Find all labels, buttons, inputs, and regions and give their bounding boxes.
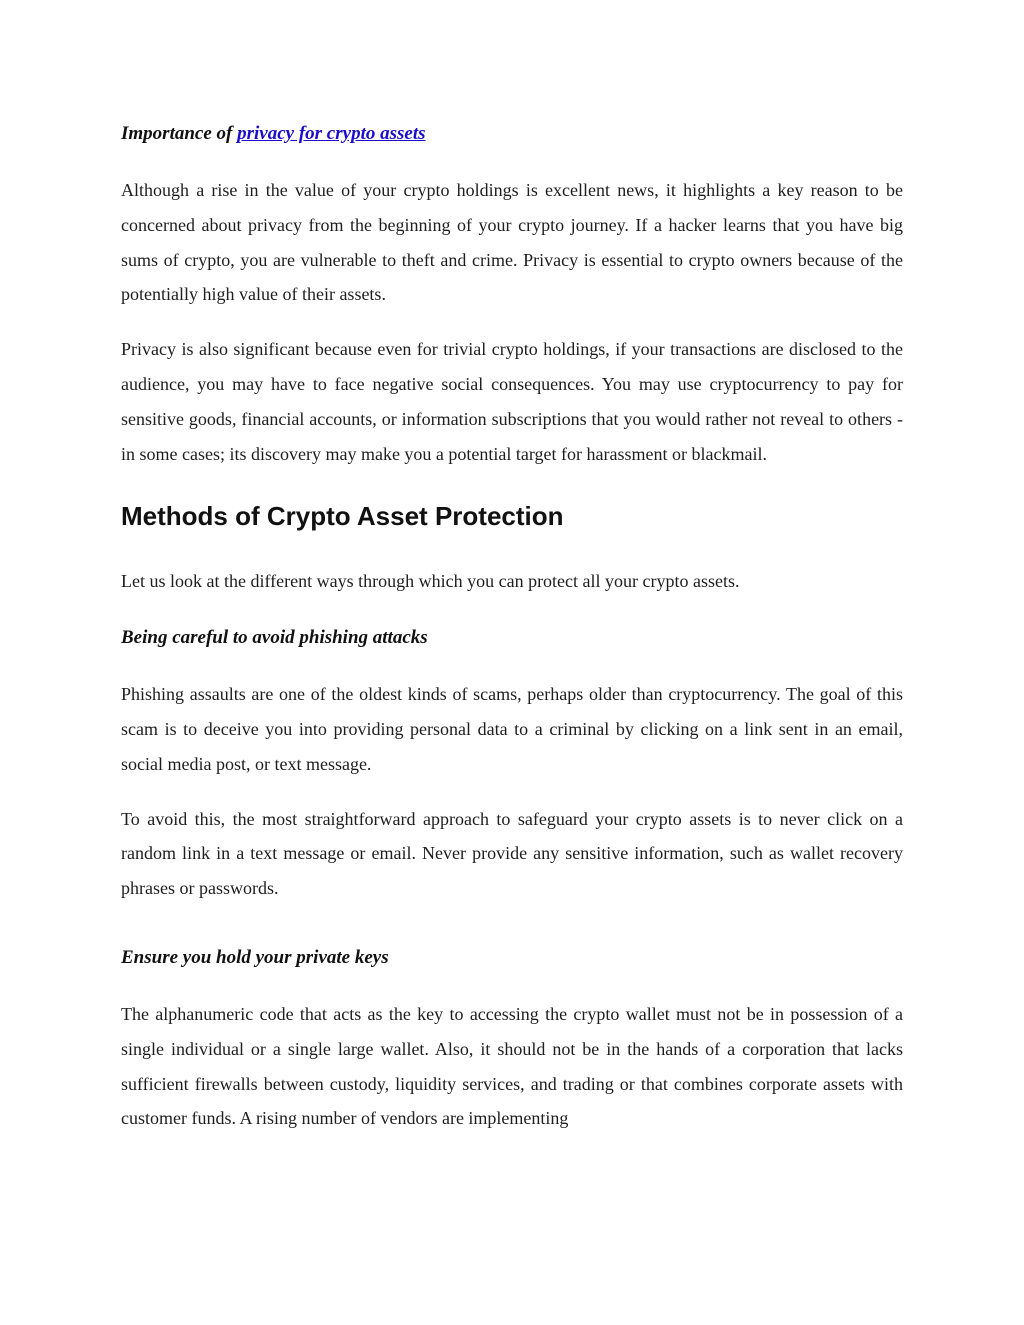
paragraph-privacy-reason: Although a rise in the value of your crypto holdings is excellent news, it highlights a key reason to be concerned about privacy from the beginning of your crypto journey. If a hacker learns that you have big sums of crypto, you are vulnerable to theft and crime. Privacy is essential to crypto owners because of the potentially high value of their assets. (121, 180, 903, 305)
section-heading-phishing: Being careful to avoid phishing attacks (121, 627, 428, 649)
paragraph-phishing-avoidance: To avoid this, the most straightforward approach to safeguard your crypto assets is to never click on a random link in a text message or email. Never provide any sensitive information, such as wallet recovery phrases or passwords. (121, 808, 903, 899)
privacy-for-crypto-assets-link[interactable]: privacy for crypto assets (237, 123, 426, 144)
heading-prefix: Importance of (121, 123, 238, 144)
section-heading-private-keys: Ensure you hold your private keys (121, 946, 389, 968)
paragraph-methods-intro: Let us look at the different ways through which you can protect all your crypto assets. (121, 571, 740, 592)
paragraph-phishing-description: Phishing assaults are one of the oldest kinds of scams, perhaps older than cryptocurrency. The goal of this scam is to deceive you into providing personal data to a criminal by clicking on a link sent in an email, social media post, or text message. (121, 684, 903, 774)
section-heading-methods: Methods of Crypto Asset Protection (121, 501, 564, 532)
paragraph-privacy-significance: Privacy is also significant because even for trivial crypto holdings, if your transactions are disclosed to the audience, you may have to face negative social consequences. You may use cryptocurrency to pay for sensitive goods, financial accounts, or information subscriptions that you would rather not reveal to others - in some cases; its discovery may make you a potential target for harassment or blackmail. (121, 339, 903, 464)
document-body (121, 118, 903, 1136)
section-heading-privacy-importance (121, 118, 903, 150)
paragraph-private-keys: The alphanumeric code that acts as the key to accessing the crypto wallet must not be in possession of a single individual or a single large wallet. Also, it should not be in the hands of a corporation that lacks sufficient firewalls between custody, liquidity services, and trading or that combines corporate assets with customer funds. A rising number of vendors are implementing (121, 1003, 903, 1129)
